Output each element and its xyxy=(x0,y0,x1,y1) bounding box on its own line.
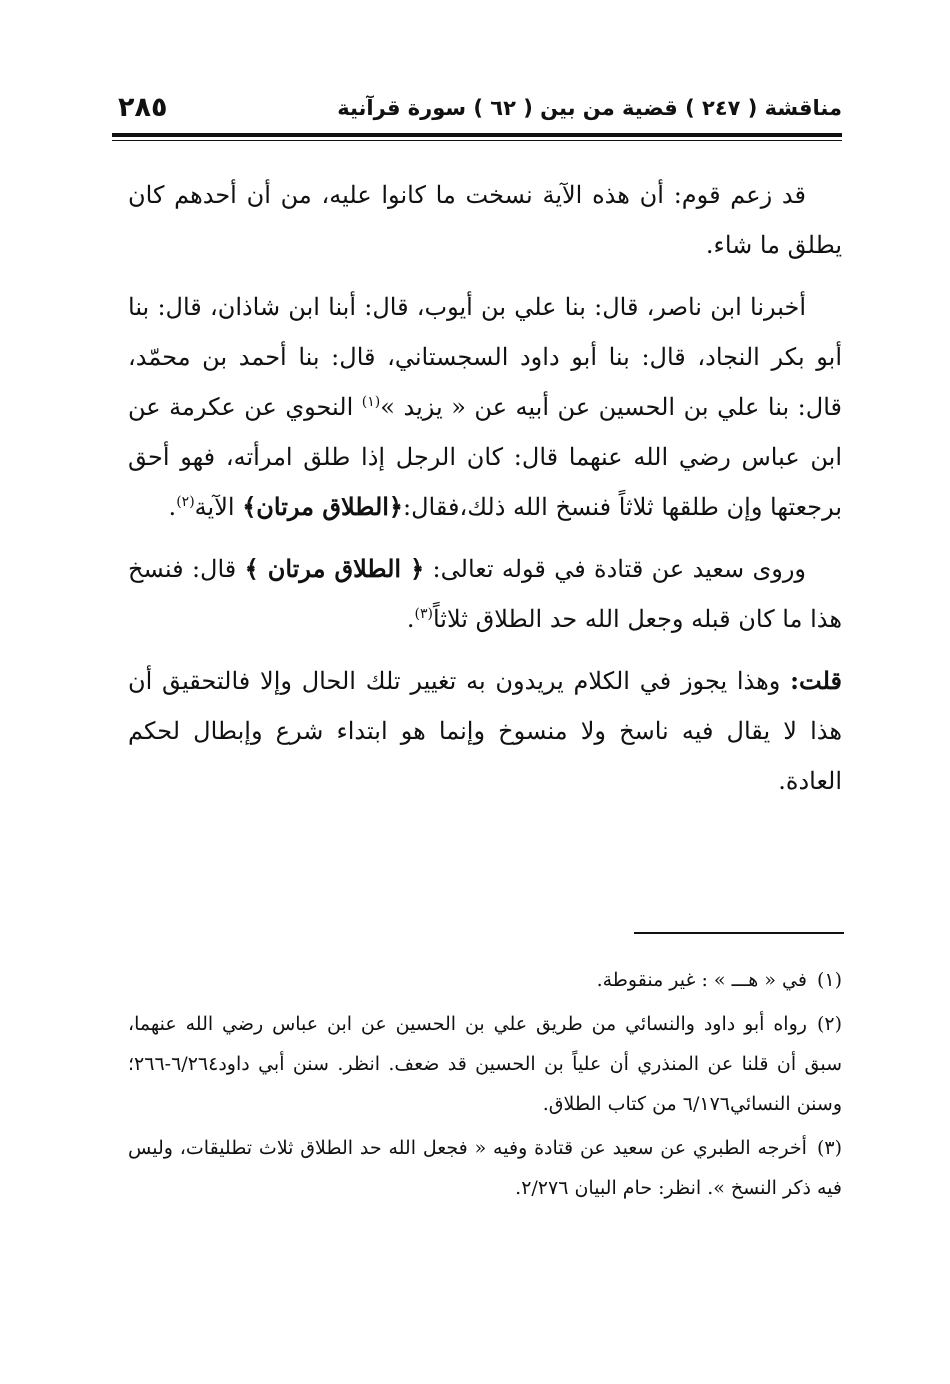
footnote-3 xyxy=(128,1128,842,1208)
running-title: مناقشة ( ٢٤٧ ) قضية من بين ( ٦٢ ) سورة قرآنية xyxy=(337,96,842,120)
footnote-ref-3: (٣) xyxy=(414,606,433,622)
paragraph-2-end: . xyxy=(168,493,177,521)
paragraph-1: قد زعم قوم: أن هذه الآية نسخت ما كانوا عليه، من أن أحدهم كان يطلق ما شاء. xyxy=(128,181,842,259)
footnote-text: رواه أبو داود والنسائي من طريق علي بن الحسين عن ابن عباس رضي الله عنهما، سبق أن قلنا عن المنذري أن علياً بن الحسين قد ضعف. انظر. سنن أبي داود٦/٢٦٤-٢٦٦؛ وسنن النسائي٦/١٧٦ من كتاب الطلاق. xyxy=(128,1013,842,1115)
paragraph-4 xyxy=(128,656,842,806)
footnote-ref-2: (٢) xyxy=(176,494,195,510)
footnote-text: أخرجه الطبري عن سعيد عن قتادة وفيه « فجعل الله حد الطلاق ثلاث تطليقات، وليس فيه ذكر النسخ ». انظر: حام البيان ٢/٢٧٦. xyxy=(128,1137,842,1199)
quran-quote: ﴿ الطلاق مرتان ﴾ xyxy=(244,554,425,583)
paragraph-3-end: . xyxy=(406,605,415,633)
paragraph-2 xyxy=(128,282,842,532)
quran-quote: ﴿الطلاق مرتان﴾ xyxy=(242,492,403,521)
page-header xyxy=(112,92,842,132)
page-number: ٢٨٥ xyxy=(118,92,168,123)
header-rule-thin xyxy=(112,140,842,141)
paragraph-3-text-a: وروى سعيد عن قتادة في قوله تعالى: xyxy=(424,555,806,583)
paragraph-3 xyxy=(128,544,842,644)
paragraph-4-text: وهذا يجوز في الكلام يريدون به تغيير تلك الحال وإلا فالتحقيق أن هذا لا يقال فيه ناسخ ولا منسوخ وإنما هو ابتداء شرع وإبطال لحكم العادة. xyxy=(128,667,842,795)
footnote-2 xyxy=(128,1004,842,1124)
footnote-text: في « هـــ » : غير منقوطة. xyxy=(596,969,807,991)
footnote-ref-1: (١) xyxy=(361,394,381,410)
qult-label: قلت: xyxy=(790,666,842,695)
footnote-number: (٢) xyxy=(816,1013,842,1035)
header-rule-thick xyxy=(112,133,842,137)
main-text xyxy=(128,170,842,818)
footnote-separator xyxy=(634,932,844,934)
paragraph-2-text-b: النحوي عن عكرمة عن ابن عباس رضي الله عنهما قال: كان الرجل إذا طلق امرأته، فهو أحق برجعتها وإن طلقها ثلاثاً فنسخ الله ذلك،فقال: xyxy=(128,393,842,521)
footnote-number: (٣) xyxy=(816,1137,842,1159)
paragraph-2-text-a: أخبرنا ابن ناصر، قال: بنا علي بن أيوب، قال: أبنا ابن شاذان، قال: بنا أبو بكر النجاد، قال: بنا أبو داود السجستاني، قال: بنا أحمد بن محمّد، قال: بنا علي بن الحسين عن أبيه عن « يزيد » xyxy=(128,293,842,421)
paragraph-2-text-c: الآية xyxy=(194,493,243,521)
footnotes xyxy=(128,960,842,1212)
footnote-1 xyxy=(128,960,842,1000)
paragraph-3-text-b: قال: فنسخ هذا ما كان قبله وجعل الله حد الطلاق ثلاثاً xyxy=(128,555,842,633)
footnote-number: (١) xyxy=(816,969,842,991)
